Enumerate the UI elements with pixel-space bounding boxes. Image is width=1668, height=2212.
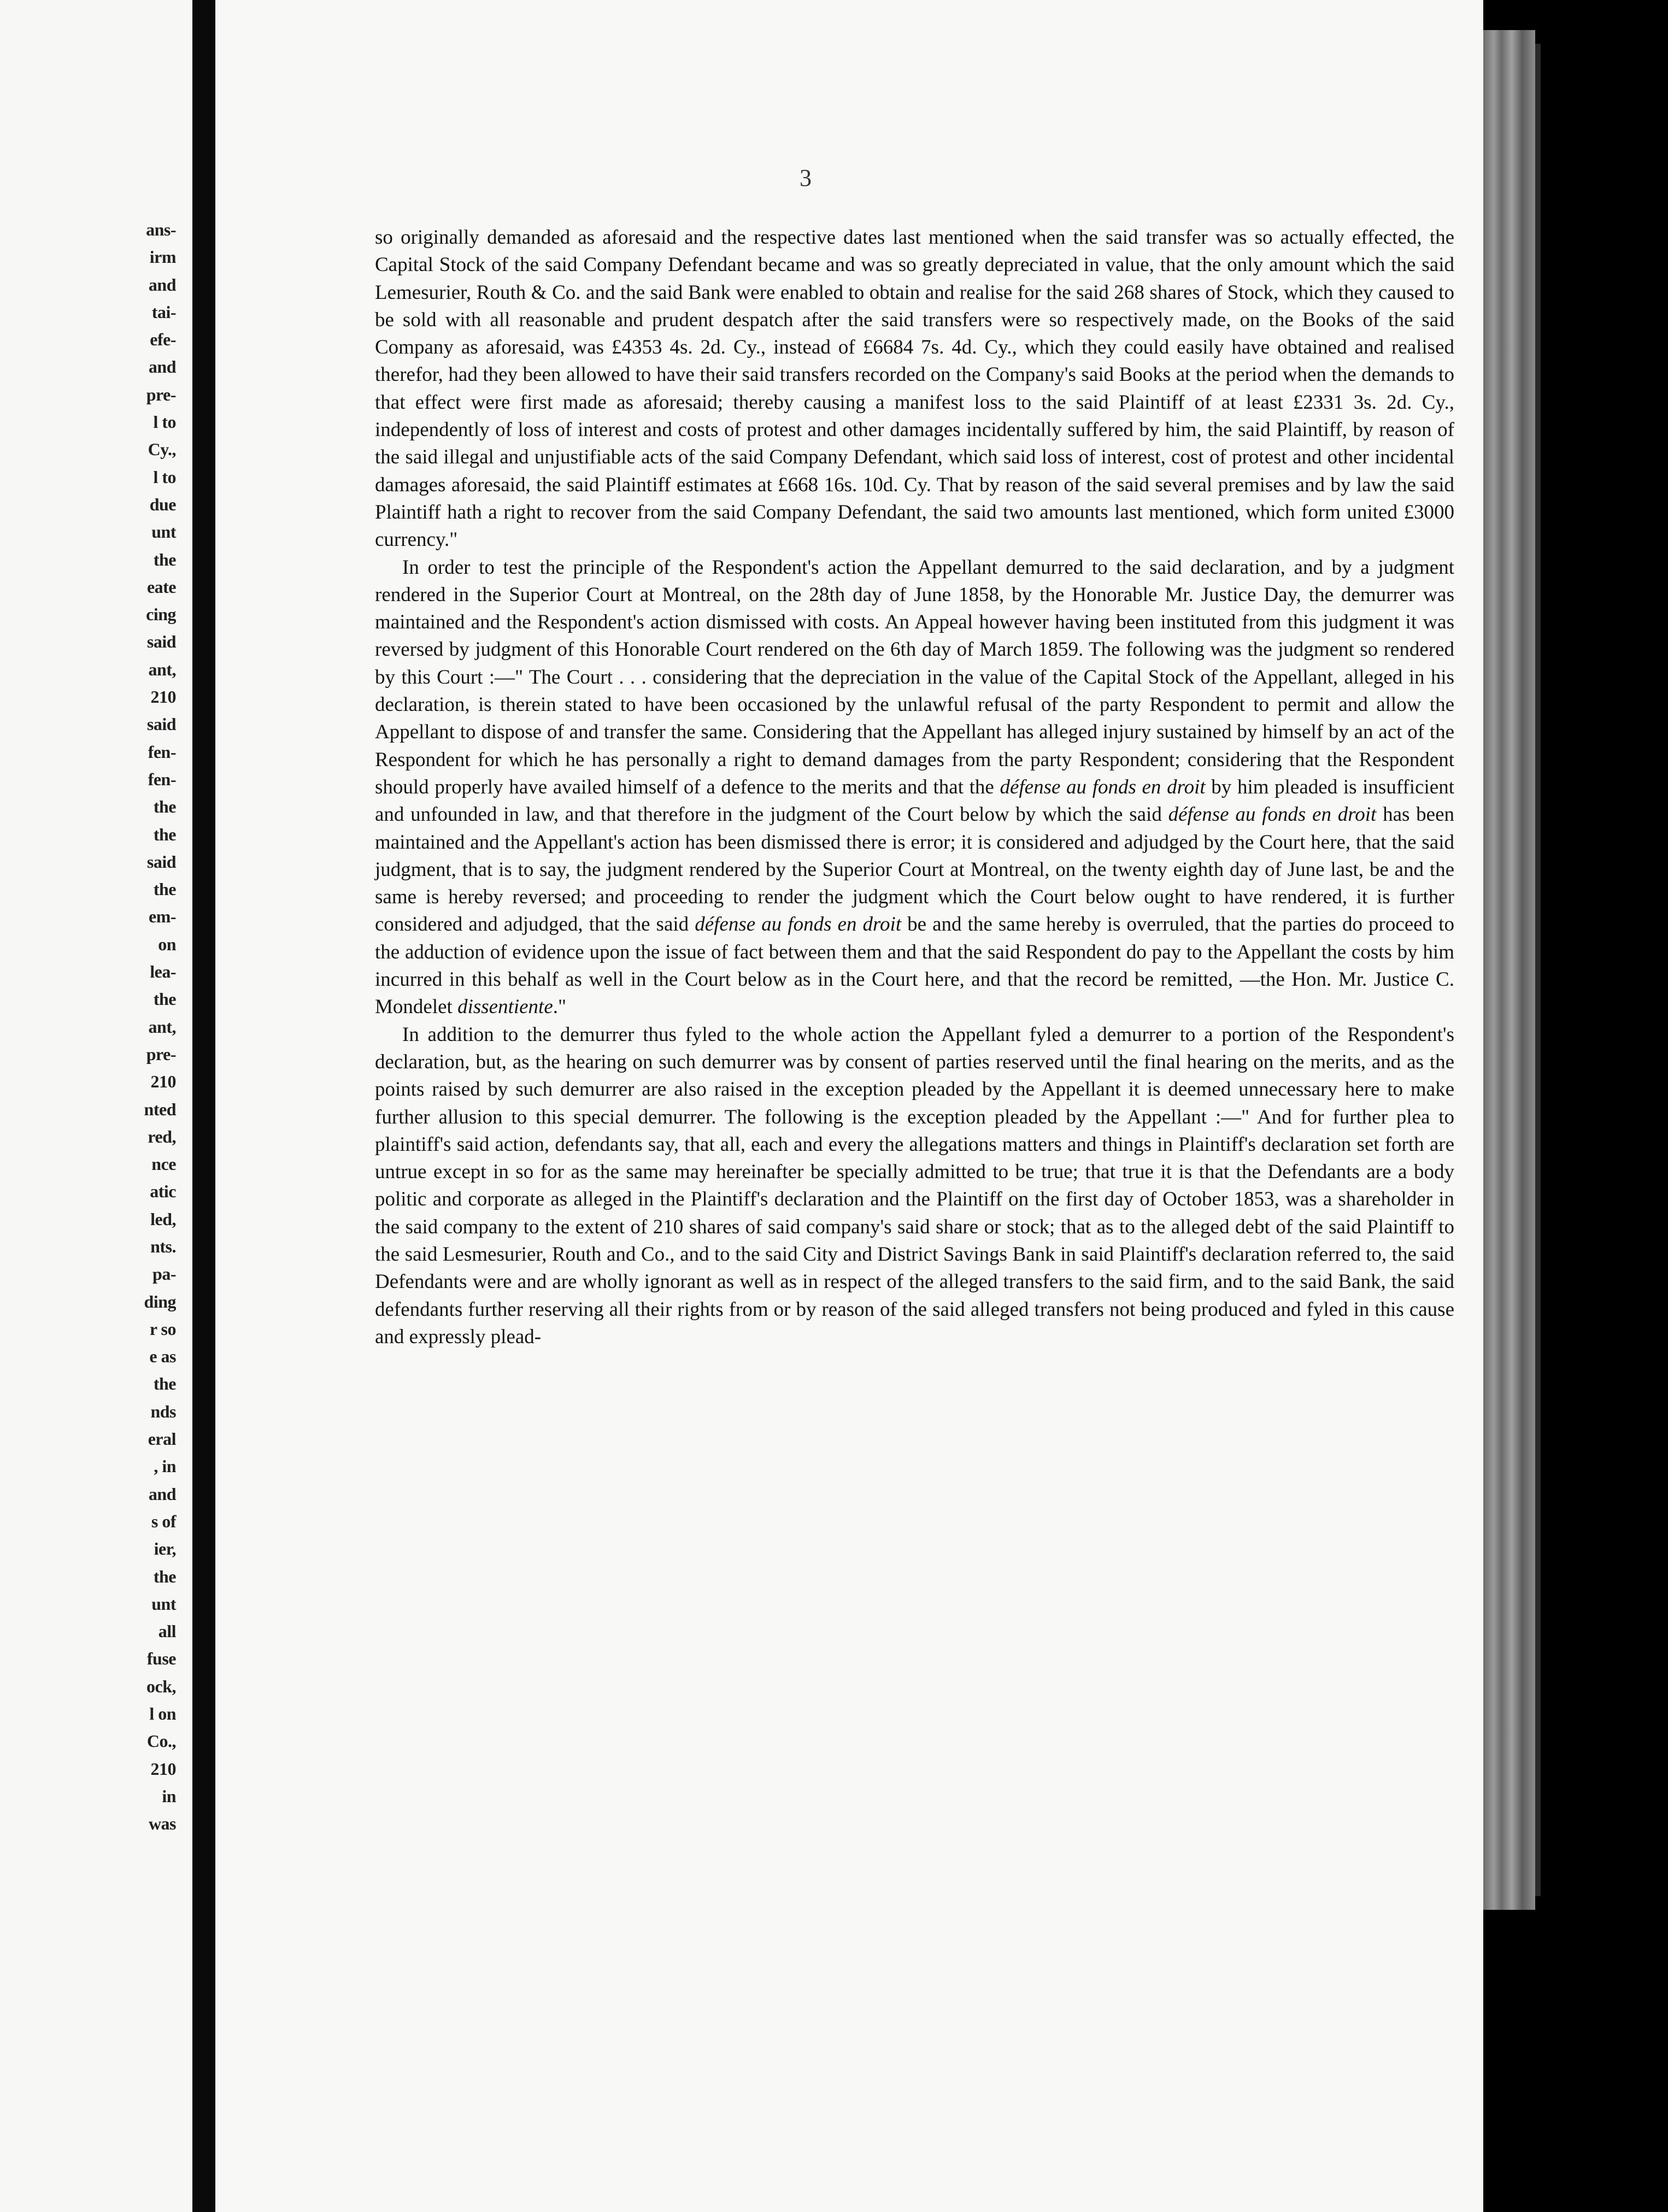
left-fragment-line: atic — [150, 1181, 176, 1202]
left-fragment-line: said — [146, 714, 176, 734]
italic-phrase: défense au fonds en droit — [695, 913, 902, 936]
left-fragment-line: irm — [149, 247, 176, 267]
left-fragment-line: the — [153, 879, 176, 899]
left-fragment-line: led, — [150, 1209, 176, 1229]
left-fragment-line: due — [149, 494, 176, 514]
paragraph — [375, 224, 1454, 554]
left-fragment-line: in — [162, 1786, 176, 1806]
gutter-left — [192, 0, 215, 2212]
left-fragment-line: eate — [146, 576, 176, 597]
paragraph — [375, 1021, 1454, 1351]
left-fragment-line: the — [153, 824, 176, 844]
left-fragment-line: nds — [150, 1401, 176, 1421]
left-fragment-line: the — [153, 1566, 176, 1586]
italic-phrase: défense au fonds en droit — [1168, 803, 1377, 826]
left-fragment-line: , in — [154, 1456, 176, 1476]
text-run: has been maintained and the Appellant's action has been dismissed there is error; it is considered and adjudged by the Court here, that the said judgment, that is to say, the judgment rendered by the Superior Court at Montreal, on the twenty eighth day of June last, be and the same is hereby reversed; and proceeding to render the judgment which the Court below ought to have rendered, it is further considered and adjudged, that the said — [375, 803, 1455, 936]
left-fragment-line: pa- — [152, 1264, 176, 1284]
left-page-text-fragments — [105, 216, 176, 1838]
text-run: by him pleaded is insufficient and unfounded in law, and that therefore in the judgment of the Court below by which the said — [375, 775, 1454, 826]
left-fragment-line: 210 — [150, 687, 176, 707]
left-fragment-line: all — [158, 1621, 176, 1642]
left-page — [0, 0, 192, 2212]
left-fragment-line: nts. — [150, 1236, 176, 1256]
left-fragment-line: was — [148, 1814, 176, 1834]
left-fragment-line: Cy., — [148, 439, 176, 460]
left-fragment-line: tai- — [151, 302, 176, 322]
left-fragment-line: r so — [149, 1319, 176, 1339]
left-fragment-line: the — [153, 1374, 176, 1394]
left-fragment-line: and — [148, 357, 176, 377]
page-edges-shadow — [1535, 44, 1541, 1896]
left-fragment-line: red, — [148, 1126, 176, 1146]
left-fragment-line: 210 — [150, 1758, 176, 1779]
page-number: 3 — [800, 164, 812, 191]
left-fragment-line: unt — [151, 522, 176, 542]
left-fragment-line: unt — [151, 1593, 176, 1614]
text-run: be and the same hereby is overruled, that the parties do proceed to the adduction of evidence upon the issue of fact between them and that the said Respondent do pay to the Appellant the costs by him incurred in this behalf as well in the Court below as in the Court here, and that the record be remitted, —the Hon. Mr. Justice C. Mondelet — [375, 913, 1454, 1019]
left-fragment-line: cing — [146, 604, 176, 625]
left-fragment-line: 210 — [150, 1072, 176, 1092]
left-fragment-line: ant, — [148, 659, 176, 679]
left-fragment-line: and — [148, 1484, 176, 1504]
left-fragment-line: Co., — [146, 1731, 176, 1751]
text-run: ." — [553, 996, 567, 1019]
left-fragment-line: ding — [144, 1291, 176, 1311]
text-run: In order to test the principle of the Respondent's action the Appellant demurred to the said declaration, and by a judgment rendered in the Superior Court at Montreal, on the 28th day of June 1858, by the Honorable Mr. Justice Day, the demurrer was maintained and the Respondent's action dismissed with costs. An Appeal however having been instituted from this judgment it was reversed by judgment of this Honorable Court rendered on the 6th day of March 1859. The following was the judgment so rendered by this Court :—" The Court . . . considering that the depreciation in the value of the Capital Stock of the Appellant, alleged in his declaration, is therein stated to have been occasioned by the unlawful refusal of the party Respondent to permit and allow the Appellant to dispose of and transfer the same. Considering that the Appellant has alleged injury sustained by himself by an act of the Respondent for which he has personally a right to demand damages from the party Respondent; considering that the Respondent should properly have availed himself of a defence to the merits and that the — [375, 556, 1454, 798]
left-fragment-line: nted — [144, 1099, 176, 1119]
left-fragment-line: ant, — [148, 1016, 176, 1037]
left-fragment-line: ier, — [154, 1539, 176, 1559]
italic-phrase: dissentiente — [457, 996, 553, 1019]
left-fragment-line: fen- — [148, 769, 176, 789]
left-fragment-line: eral — [148, 1429, 176, 1449]
paragraph — [375, 554, 1454, 1021]
left-fragment-line: pre- — [146, 384, 176, 404]
left-fragment-line: nce — [151, 1154, 176, 1174]
left-fragment-line: pre- — [146, 1044, 176, 1064]
left-fragment-line: l on — [149, 1704, 176, 1724]
left-fragment-line: e as — [149, 1346, 176, 1367]
left-fragment-line: said — [146, 632, 176, 652]
left-fragment-line: said — [146, 851, 176, 872]
left-fragment-line: lea- — [150, 962, 176, 982]
page-edges — [1483, 30, 1535, 1910]
main-page — [215, 0, 1483, 2212]
left-fragment-line: l to — [153, 467, 176, 487]
left-fragment-line: fen- — [148, 742, 176, 762]
body-text — [375, 224, 1454, 1351]
left-fragment-line: l to — [153, 412, 176, 432]
left-fragment-line: and — [148, 274, 176, 295]
left-fragment-line: fuse — [146, 1649, 176, 1669]
left-fragment-line: em- — [148, 907, 176, 927]
left-fragment-line: ans- — [146, 220, 176, 239]
left-fragment-line: s of — [151, 1511, 176, 1531]
text-run: In addition to the demurrer thus fyled to the whole action the Appellant fyled a demurrer to a portion of the Respondent's declaration, but, as the hearing on such demurrer was by consent of parties reserved until the final hearing on the merits, and as the points raised by such demurrer are also raised in the exception pleaded by the Appellant it is deemed unnecessary here to make further allusion to this special demurrer. The following is the exception pleaded by the Appellant :—" And for further plea to plaintiff's said action, defendants say, that all, each and every the allegations matters and things in Plaintiff's declaration set forth are untrue except in so for as the same may hereinafter be specially admitted to be true; that true it is that the Defendants are a body politic and corporate as alleged in the Plaintiff's declaration and the Plaintiff on the first day of October 1853, was a shareholder in the said company to the extent of 210 shares of said company's said share or stock; that as to the alleged debt of the said Plaintiff to the said Lesmesurier, Routh and Co., and to the said City and District Savings Bank in said Plaintiff's declaration referred to, the said Defendants were and are wholly ignorant as well as in respect of the alleged transfers to the said firm, and to the said Bank, the said defendants further reserving all their rights from or by reason of the said alleged transfers not being produced and fyled in this cause and expressly plead- — [375, 1023, 1454, 1348]
left-fragment-line: the — [153, 989, 176, 1009]
italic-phrase: défense au fonds en droit — [1000, 775, 1206, 798]
left-fragment-line: ock, — [146, 1676, 176, 1696]
left-fragment-line: efe- — [150, 330, 176, 350]
left-fragment-line: the — [153, 549, 176, 569]
left-fragment-line: on — [158, 934, 176, 954]
text-run: so originally demanded as aforesaid and the respective dates last mentioned when the said transfer was so actually effected, the Capital Stock of the said Company Defendant became and was so greatly depreciated in value, that the only amount which the said Lemesurier, Routh & Co. and the said Bank were enabled to obtain and realise for the said 268 shares of Stock, which they caused to be sold with all reasonable and prudent despatch after the said transfers were so respectively made, on the Books of the said Company as aforesaid, was £4353 4s. 2d. Cy., instead of £6684 7s. 4d. Cy., which they could easily have obtained and realised therefor, had they been allowed to have their said transfers recorded on the Company's said Books at the period when the demands to that effect were first made as aforesaid; thereby causing a manifest loss to the said Plaintiff of at least £2331 3s. 2d. Cy., independently of loss of interest and costs of protest and other damages incidentally suffered by him, the said Plaintiff, by reason of the said illegal and unjustifiable acts of the said Company Defendant, which said loss of interest, cost of protest and other incidental damages aforesaid, the said Plaintiff estimates at £668 16s. 10d. Cy. That by reason of the said several premises and by law the said Plaintiff hath a right to recover from the said Company Defendant, the said two amounts last mentioned, which form united £3000 currency." — [375, 226, 1454, 551]
left-fragment-line: the — [153, 797, 176, 817]
